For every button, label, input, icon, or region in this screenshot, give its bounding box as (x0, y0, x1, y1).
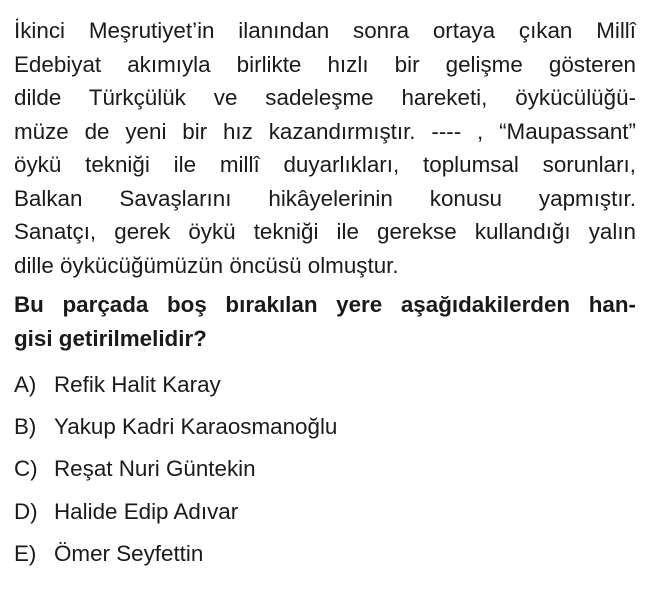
passage-line: müze de yeni bir hız kazandırmıştır. ---- , “Maupassant” (14, 118, 636, 144)
option-letter: D) (14, 498, 38, 524)
passage-text (14, 14, 636, 282)
passage-line: İkinci Meşrutiyet’in ilanından sonra ortaya çıkan Millî (14, 18, 636, 43)
option-text: Ömer Seyfettin (54, 540, 204, 566)
option-text: Refik Halit Karay (54, 372, 221, 397)
option-text: Halide Edip Adıvar (54, 498, 239, 524)
option-text: Reşat Nuri Güntekin (54, 456, 256, 482)
question-prompt-line: gisi getirilmelidir? (14, 326, 207, 351)
passage-line: dille öykücüğümüzün öncüsü olmuştur. (14, 252, 399, 278)
option-letter: B) (14, 414, 37, 440)
question-prompt-line: Bu parçada boş bırakılan yere aşağıdakilerden han- (14, 292, 636, 317)
option-text: Yakup Kadri Karaosmanoğlu (54, 414, 338, 440)
passage-line: Edebiyat akımıyla birlikte hızlı bir gelişme gösteren (14, 51, 636, 77)
option-letter: A) (14, 372, 37, 397)
passage-line: öykü tekniği ile millî duyarlıkları, toplumsal sorunları, (14, 152, 636, 177)
passage-line: Sanatçı, gerek öykü tekniği ile gerekse kullandığı yalın (14, 219, 636, 244)
passage-line: dilde Türkçülük ve sadeleşme hareketi, öykücülüğü- (14, 85, 636, 110)
question-block (14, 14, 636, 575)
question-prompt (14, 288, 636, 356)
passage-line: Balkan Savaşlarını hikâyelerinin konusu yapmıştır. (14, 185, 636, 211)
answer-option-c[interactable] (14, 448, 636, 490)
option-letter: E) (14, 540, 37, 566)
option-letter: C) (14, 456, 38, 482)
answer-option-b[interactable] (14, 406, 636, 448)
answer-options (14, 364, 636, 575)
answer-option-d[interactable] (14, 491, 636, 533)
answer-option-a[interactable] (14, 364, 636, 406)
answer-option-e[interactable] (14, 533, 636, 575)
